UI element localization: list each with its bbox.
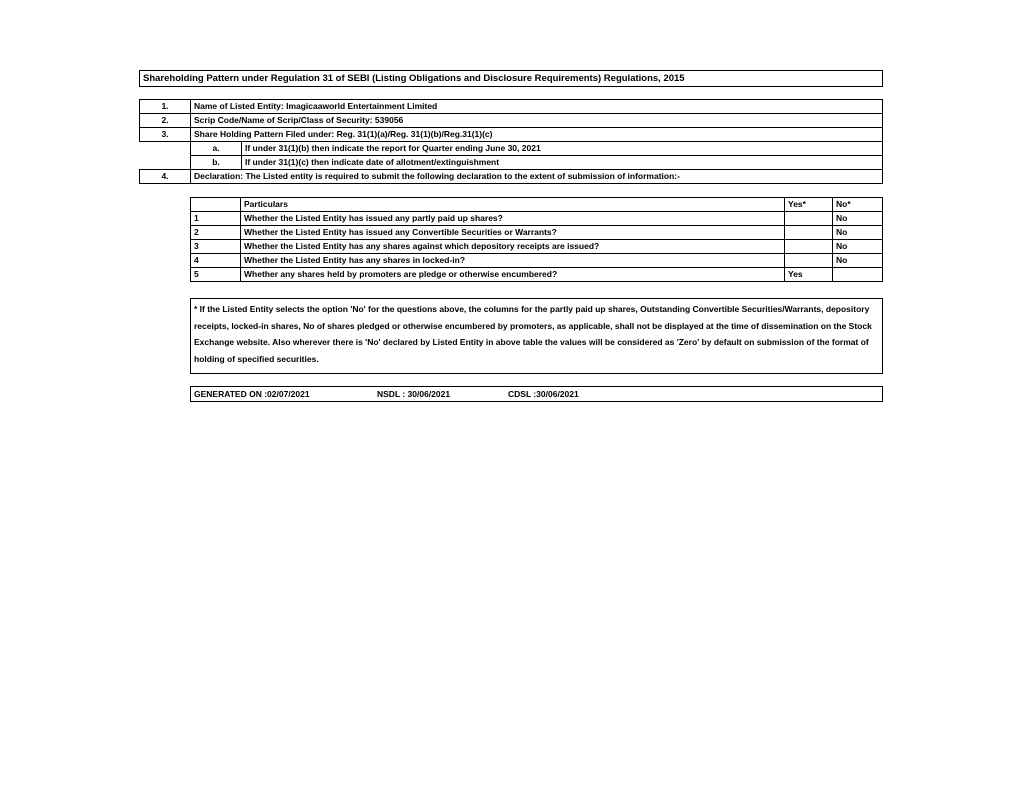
row-number: 4	[191, 254, 241, 268]
table-row	[140, 100, 883, 114]
table-row	[191, 240, 883, 254]
row-number: b.	[191, 156, 242, 170]
row-question: Whether any shares held by promoters are pledge or otherwise encumbered?	[241, 268, 785, 282]
row-number: 2.	[140, 114, 191, 128]
table-row	[191, 268, 883, 282]
row-no: No	[833, 226, 883, 240]
row-no	[833, 268, 883, 282]
nsdl-date-text: NSDL : 30/06/2021	[377, 389, 451, 399]
cdsl-date-text: CDSL :30/06/2021	[508, 389, 579, 399]
row-text: If under 31(1)(b) then indicate the report for Quarter ending June 30, 2021	[242, 142, 883, 156]
row-no: No	[833, 212, 883, 226]
row-number: 5	[191, 268, 241, 282]
row-question: Whether the Listed Entity has issued any Convertible Securities or Warrants?	[241, 226, 785, 240]
row-number: 4.	[140, 170, 191, 184]
row-yes	[785, 254, 833, 268]
declaration-table	[190, 197, 883, 282]
row-number: 2	[191, 226, 241, 240]
row-number: 3.	[140, 128, 191, 142]
row-no: No	[833, 254, 883, 268]
blank-cell	[140, 142, 191, 156]
row-number: 1	[191, 212, 241, 226]
row-text: Name of Listed Entity: Imagicaaworld Entertainment Limited	[191, 100, 883, 114]
header-yes: Yes*	[785, 198, 833, 212]
table-row	[191, 254, 883, 268]
table-row	[140, 156, 883, 170]
entity-info-table	[139, 99, 883, 184]
row-question: Whether the Listed Entity has any shares against which depository receipts are issued?	[241, 240, 785, 254]
row-text: Scrip Code/Name of Scrip/Class of Security: 539056	[191, 114, 883, 128]
blank-cell	[140, 156, 191, 170]
row-question: Whether the Listed Entity has any shares in locked-in?	[241, 254, 785, 268]
row-number: a.	[191, 142, 242, 156]
header-particulars: Particulars	[241, 198, 785, 212]
row-text: Declaration: The Listed entity is required to submit the following declaration to the extent of submission of information:-	[191, 170, 883, 184]
row-text: Share Holding Pattern Filed under: Reg. 31(1)(a)/Reg. 31(1)(b)/Reg.31(1)(c)	[191, 128, 883, 142]
row-yes	[785, 226, 833, 240]
row-number: 1.	[140, 100, 191, 114]
footnote-box: * If the Listed Entity selects the option 'No' for the questions above, the columns for the partly paid up shares, Outstanding Convertible Securities/Warrants, depository receipts, locked-in shares, No of shares pledged or otherwise encumbered by promoters, as applicable, shall not be displayed at the time of dissemination on the Stock Exchange website. Also wherever there is 'No' declared by Listed Entity in above table the values will be considered as 'Zero' by default on submission of the format of holding of specified securities.	[190, 298, 883, 374]
row-yes: Yes	[785, 268, 833, 282]
row-no: No	[833, 240, 883, 254]
row-number: 3	[191, 240, 241, 254]
document-title: Shareholding Pattern under Regulation 31 of SEBI (Listing Obligations and Disclosure Requirements) Regulations, 2015	[139, 70, 883, 87]
table-row	[140, 114, 883, 128]
row-yes	[785, 240, 833, 254]
table-row	[191, 212, 883, 226]
row-text: If under 31(1)(c) then indicate date of allotment/extinguishment	[242, 156, 883, 170]
generated-on-text: GENERATED ON :02/07/2021	[194, 389, 310, 399]
table-row	[140, 170, 883, 184]
table-header-row	[191, 198, 883, 212]
header-no: No*	[833, 198, 883, 212]
generation-info-bar	[190, 386, 883, 402]
header-blank	[191, 198, 241, 212]
row-yes	[785, 212, 833, 226]
table-row	[140, 128, 883, 142]
table-row	[191, 226, 883, 240]
table-row	[140, 142, 883, 156]
row-question: Whether the Listed Entity has issued any partly paid up shares?	[241, 212, 785, 226]
